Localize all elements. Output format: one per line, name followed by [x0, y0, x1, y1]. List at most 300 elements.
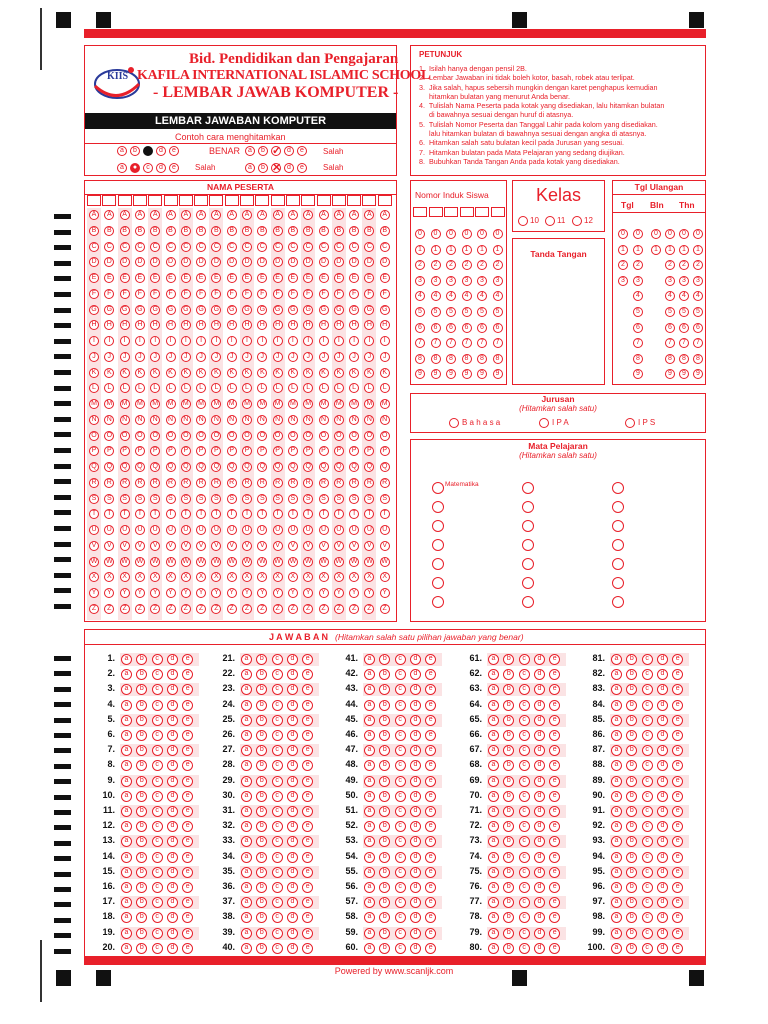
answer-bubble[interactable]: c — [272, 806, 283, 817]
name-bubble[interactable]: U — [227, 525, 237, 535]
answer-bubble[interactable]: e — [672, 791, 683, 802]
nis-digit-box[interactable] — [444, 207, 458, 217]
date-bubble[interactable]: 4 — [633, 291, 643, 301]
name-letter-box[interactable] — [133, 195, 147, 206]
mapel-bubble[interactable] — [522, 539, 534, 551]
name-bubble[interactable]: I — [364, 336, 374, 346]
name-bubble[interactable]: E — [181, 273, 191, 283]
name-bubble[interactable]: G — [334, 305, 344, 315]
answer-bubble[interactable]: d — [287, 700, 298, 711]
answer-bubble[interactable]: a — [364, 852, 375, 863]
answer-bubble[interactable]: b — [503, 715, 514, 726]
answer-bubble[interactable]: c — [519, 806, 530, 817]
name-bubble[interactable]: B — [380, 226, 390, 236]
nis-digit-box[interactable] — [429, 207, 443, 217]
name-bubble[interactable]: S — [242, 494, 252, 504]
name-bubble[interactable]: Z — [181, 604, 191, 614]
answer-bubble[interactable]: b — [503, 867, 514, 878]
answer-bubble[interactable]: e — [182, 776, 193, 787]
name-bubble[interactable]: B — [242, 226, 252, 236]
nis-digit-box[interactable] — [475, 207, 489, 217]
name-bubble[interactable]: V — [211, 541, 221, 551]
answer-bubble[interactable]: d — [287, 669, 298, 680]
name-bubble[interactable]: N — [257, 415, 267, 425]
mapel-bubble[interactable] — [432, 577, 444, 589]
name-bubble[interactable]: O — [150, 431, 160, 441]
date-bubble[interactable]: 4 — [679, 291, 689, 301]
nis-bubble[interactable]: 1 — [446, 245, 456, 255]
answer-bubble[interactable]: c — [519, 867, 530, 878]
answer-bubble[interactable]: a — [241, 867, 252, 878]
name-letter-box[interactable] — [148, 195, 162, 206]
name-bubble[interactable]: L — [288, 383, 298, 393]
answer-bubble[interactable]: c — [152, 760, 163, 771]
answer-bubble[interactable]: a — [121, 897, 132, 908]
answer-bubble[interactable]: d — [657, 836, 668, 847]
name-bubble[interactable]: L — [319, 383, 329, 393]
name-bubble[interactable]: D — [181, 257, 191, 267]
answer-bubble[interactable]: d — [657, 700, 668, 711]
name-letter-box[interactable] — [347, 195, 361, 206]
name-bubble[interactable]: H — [89, 320, 99, 330]
date-bubble[interactable]: 2 — [679, 260, 689, 270]
answer-bubble[interactable]: a — [121, 791, 132, 802]
nis-bubble[interactable]: 5 — [493, 307, 503, 317]
name-bubble[interactable]: L — [380, 383, 390, 393]
name-bubble[interactable]: S — [303, 494, 313, 504]
name-bubble[interactable]: I — [166, 336, 176, 346]
name-bubble[interactable]: F — [150, 289, 160, 299]
name-bubble[interactable]: R — [288, 478, 298, 488]
answer-bubble[interactable]: c — [272, 745, 283, 756]
name-bubble[interactable]: W — [136, 557, 144, 565]
name-bubble[interactable]: D — [166, 257, 176, 267]
answer-bubble[interactable]: c — [272, 715, 283, 726]
nis-bubble[interactable]: 6 — [477, 323, 487, 333]
name-bubble[interactable]: T — [150, 509, 160, 519]
answer-bubble[interactable]: d — [534, 684, 545, 695]
answer-bubble[interactable]: e — [182, 821, 193, 832]
date-bubble[interactable]: 0 — [633, 229, 643, 239]
answer-bubble[interactable]: e — [425, 760, 436, 771]
answer-bubble[interactable]: e — [425, 669, 436, 680]
answer-bubble[interactable]: d — [167, 836, 178, 847]
answer-bubble[interactable]: e — [425, 715, 436, 726]
name-bubble[interactable]: W — [105, 557, 113, 565]
answer-bubble[interactable]: b — [626, 897, 637, 908]
answer-bubble[interactable]: e — [672, 867, 683, 878]
name-bubble[interactable]: O — [181, 431, 191, 441]
answer-bubble[interactable]: a — [121, 836, 132, 847]
answer-bubble[interactable]: c — [152, 715, 163, 726]
name-bubble[interactable]: J — [211, 352, 221, 362]
kelas-bubble[interactable] — [518, 216, 528, 226]
nis-bubble[interactable]: 6 — [431, 323, 441, 333]
mapel-bubble[interactable] — [522, 482, 534, 494]
name-bubble[interactable]: E — [334, 273, 344, 283]
answer-bubble[interactable]: d — [167, 806, 178, 817]
answer-bubble[interactable]: d — [534, 943, 545, 954]
name-bubble[interactable]: E — [273, 273, 283, 283]
answer-bubble[interactable]: d — [410, 700, 421, 711]
answer-bubble[interactable]: d — [657, 730, 668, 741]
answer-bubble[interactable]: d — [410, 882, 421, 893]
answer-bubble[interactable]: b — [256, 836, 267, 847]
answer-bubble[interactable]: b — [256, 669, 267, 680]
answer-bubble[interactable]: e — [302, 928, 313, 939]
kelas-bubble[interactable] — [545, 216, 555, 226]
name-bubble[interactable]: Q — [150, 462, 160, 472]
name-bubble[interactable]: U — [135, 525, 145, 535]
date-bubble[interactable]: 6 — [633, 323, 643, 333]
name-bubble[interactable]: C — [166, 242, 176, 252]
answer-bubble[interactable]: d — [534, 654, 545, 665]
name-letter-box[interactable] — [209, 195, 223, 206]
name-bubble[interactable]: U — [257, 525, 267, 535]
name-bubble[interactable]: J — [273, 352, 283, 362]
name-bubble[interactable]: N — [196, 415, 206, 425]
name-bubble[interactable]: K — [273, 368, 283, 378]
name-bubble[interactable]: H — [150, 320, 160, 330]
name-bubble[interactable]: Q — [303, 462, 313, 472]
mapel-bubble[interactable] — [612, 482, 624, 494]
answer-bubble[interactable]: d — [287, 791, 298, 802]
answer-bubble[interactable]: d — [167, 700, 178, 711]
name-bubble[interactable]: O — [319, 431, 329, 441]
mapel-bubble[interactable] — [522, 520, 534, 532]
answer-bubble[interactable]: a — [611, 760, 622, 771]
answer-bubble[interactable]: d — [167, 867, 178, 878]
mapel-bubble[interactable] — [432, 596, 444, 608]
answer-bubble[interactable]: b — [626, 760, 637, 771]
answer-bubble[interactable]: b — [503, 821, 514, 832]
date-bubble[interactable]: 3 — [665, 276, 675, 286]
answer-bubble[interactable]: c — [519, 730, 530, 741]
name-bubble[interactable]: S — [227, 494, 237, 504]
answer-bubble[interactable]: a — [364, 928, 375, 939]
answer-bubble[interactable]: c — [395, 776, 406, 787]
answer-bubble[interactable]: c — [395, 715, 406, 726]
answer-bubble[interactable]: a — [121, 715, 132, 726]
answer-bubble[interactable]: b — [379, 928, 390, 939]
name-bubble[interactable]: G — [349, 305, 359, 315]
name-bubble[interactable]: W — [167, 557, 174, 565]
name-bubble[interactable]: M — [334, 399, 344, 409]
answer-bubble[interactable]: e — [425, 897, 436, 908]
answer-bubble[interactable]: a — [611, 943, 622, 954]
nis-bubble[interactable]: 3 — [477, 276, 487, 286]
name-bubble[interactable]: R — [89, 478, 99, 488]
name-bubble[interactable]: E — [288, 273, 298, 283]
name-bubble[interactable]: O — [349, 431, 359, 441]
name-bubble[interactable]: P — [166, 446, 176, 456]
answer-bubble[interactable]: a — [241, 806, 252, 817]
answer-bubble[interactable]: d — [410, 776, 421, 787]
answer-bubble[interactable]: c — [152, 730, 163, 741]
name-bubble[interactable]: D — [120, 257, 130, 267]
name-bubble[interactable]: H — [242, 320, 252, 330]
mapel-bubble[interactable] — [432, 539, 444, 551]
name-letter-box[interactable] — [194, 195, 208, 206]
name-bubble[interactable]: S — [181, 494, 191, 504]
answer-bubble[interactable]: d — [534, 669, 545, 680]
nis-bubble[interactable]: 5 — [462, 307, 472, 317]
nis-bubble[interactable]: 8 — [415, 354, 425, 364]
name-bubble[interactable]: L — [135, 383, 145, 393]
name-bubble[interactable]: J — [89, 352, 99, 362]
answer-bubble[interactable]: a — [121, 867, 132, 878]
name-bubble[interactable]: A — [181, 210, 191, 220]
name-bubble[interactable]: L — [334, 383, 344, 393]
answer-bubble[interactable]: d — [534, 897, 545, 908]
nis-bubble[interactable]: 9 — [462, 369, 472, 379]
answer-bubble[interactable]: c — [519, 684, 530, 695]
name-bubble[interactable]: R — [349, 478, 359, 488]
name-bubble[interactable]: B — [181, 226, 191, 236]
nis-bubble[interactable]: 0 — [477, 229, 487, 239]
mapel-bubble[interactable] — [612, 520, 624, 532]
name-letter-box[interactable] — [362, 195, 376, 206]
answer-bubble[interactable]: d — [410, 654, 421, 665]
name-bubble[interactable]: W — [320, 557, 327, 565]
answer-bubble[interactable]: d — [410, 897, 421, 908]
answer-bubble[interactable]: d — [167, 912, 178, 923]
name-bubble[interactable]: I — [257, 336, 267, 346]
name-bubble[interactable]: M — [288, 399, 298, 409]
name-bubble[interactable]: Y — [242, 588, 252, 598]
answer-bubble[interactable]: c — [642, 852, 653, 863]
name-bubble[interactable]: N — [166, 415, 176, 425]
answer-bubble[interactable]: b — [379, 730, 390, 741]
name-bubble[interactable]: G — [288, 305, 298, 315]
date-bubble[interactable]: 0 — [679, 229, 689, 239]
name-bubble[interactable]: M — [181, 399, 191, 409]
answer-bubble[interactable]: a — [241, 730, 252, 741]
name-bubble[interactable]: S — [349, 494, 359, 504]
name-letter-box[interactable] — [118, 195, 132, 206]
answer-bubble[interactable]: e — [302, 654, 313, 665]
answer-bubble[interactable]: a — [488, 821, 499, 832]
name-bubble[interactable]: E — [227, 273, 237, 283]
name-bubble[interactable]: I — [196, 336, 206, 346]
answer-bubble[interactable]: a — [121, 669, 132, 680]
answer-bubble[interactable]: b — [136, 852, 147, 863]
date-bubble[interactable]: 4 — [665, 291, 675, 301]
answer-bubble[interactable]: b — [626, 791, 637, 802]
answer-bubble[interactable]: d — [287, 745, 298, 756]
answer-bubble[interactable]: e — [549, 943, 560, 954]
name-bubble[interactable]: D — [288, 257, 298, 267]
answer-bubble[interactable]: c — [272, 943, 283, 954]
date-bubble[interactable]: 5 — [665, 307, 675, 317]
answer-bubble[interactable]: e — [302, 776, 313, 787]
answer-bubble[interactable]: d — [657, 791, 668, 802]
date-bubble[interactable]: 9 — [665, 369, 675, 379]
name-bubble[interactable]: B — [211, 226, 221, 236]
answer-bubble[interactable]: c — [642, 897, 653, 908]
name-bubble[interactable]: U — [196, 525, 206, 535]
name-bubble[interactable]: D — [135, 257, 145, 267]
name-bubble[interactable]: D — [364, 257, 374, 267]
answer-bubble[interactable]: a — [611, 684, 622, 695]
answer-bubble[interactable]: e — [672, 669, 683, 680]
nis-bubble[interactable]: 5 — [477, 307, 487, 317]
name-bubble[interactable]: W — [258, 557, 266, 565]
answer-bubble[interactable]: d — [410, 912, 421, 923]
answer-bubble[interactable]: c — [642, 684, 653, 695]
name-bubble[interactable]: I — [211, 336, 221, 346]
name-bubble[interactable]: N — [380, 415, 390, 425]
answer-bubble[interactable]: e — [672, 776, 683, 787]
answer-bubble[interactable]: a — [121, 730, 132, 741]
answer-bubble[interactable]: c — [519, 836, 530, 847]
answer-bubble[interactable]: d — [657, 669, 668, 680]
name-bubble[interactable]: F — [303, 289, 313, 299]
answer-bubble[interactable]: b — [503, 760, 514, 771]
name-bubble[interactable]: J — [319, 352, 329, 362]
name-bubble[interactable]: P — [334, 446, 344, 456]
name-bubble[interactable]: G — [181, 305, 191, 315]
signature-box[interactable] — [512, 238, 605, 385]
answer-bubble[interactable]: d — [410, 760, 421, 771]
answer-bubble[interactable]: e — [302, 730, 313, 741]
answer-bubble[interactable]: b — [379, 654, 390, 665]
answer-bubble[interactable]: b — [626, 821, 637, 832]
answer-bubble[interactable]: e — [425, 852, 436, 863]
nis-bubble[interactable]: 4 — [462, 291, 472, 301]
answer-bubble[interactable]: c — [152, 882, 163, 893]
answer-bubble[interactable]: e — [549, 821, 560, 832]
answer-bubble[interactable]: c — [519, 715, 530, 726]
name-bubble[interactable]: W — [366, 557, 373, 565]
name-bubble[interactable]: J — [166, 352, 176, 362]
name-bubble[interactable]: L — [196, 383, 206, 393]
answer-bubble[interactable]: e — [549, 806, 560, 817]
answer-bubble[interactable]: c — [152, 912, 163, 923]
name-bubble[interactable]: H — [273, 320, 283, 330]
answer-bubble[interactable]: e — [182, 928, 193, 939]
answer-bubble[interactable]: c — [642, 912, 653, 923]
name-bubble[interactable]: J — [349, 352, 359, 362]
answer-bubble[interactable]: d — [534, 867, 545, 878]
name-bubble[interactable]: P — [181, 446, 191, 456]
answer-bubble[interactable]: a — [364, 943, 375, 954]
nis-bubble[interactable]: 2 — [415, 260, 425, 270]
answer-bubble[interactable]: c — [152, 867, 163, 878]
answer-bubble[interactable]: a — [241, 776, 252, 787]
answer-bubble[interactable]: a — [364, 897, 375, 908]
answer-bubble[interactable]: e — [549, 669, 560, 680]
answer-bubble[interactable]: b — [626, 912, 637, 923]
name-bubble[interactable]: J — [181, 352, 191, 362]
name-bubble[interactable]: C — [319, 242, 329, 252]
name-bubble[interactable]: T — [273, 509, 283, 519]
name-bubble[interactable]: B — [349, 226, 359, 236]
answer-bubble[interactable]: c — [642, 715, 653, 726]
name-bubble[interactable]: N — [227, 415, 237, 425]
answer-bubble[interactable]: b — [379, 836, 390, 847]
answer-bubble[interactable]: c — [395, 684, 406, 695]
nis-bubble[interactable]: 3 — [462, 276, 472, 286]
name-bubble[interactable]: P — [89, 446, 99, 456]
answer-bubble[interactable]: b — [379, 943, 390, 954]
nis-bubble[interactable]: 3 — [446, 276, 456, 286]
name-bubble[interactable]: C — [273, 242, 283, 252]
answer-bubble[interactable]: a — [121, 745, 132, 756]
answer-bubble[interactable]: a — [364, 821, 375, 832]
nis-bubble[interactable]: 0 — [415, 229, 425, 239]
name-bubble[interactable]: X — [349, 572, 359, 582]
answer-bubble[interactable]: c — [152, 928, 163, 939]
name-bubble[interactable]: U — [89, 525, 99, 535]
answer-bubble[interactable]: c — [642, 700, 653, 711]
name-bubble[interactable]: U — [380, 525, 390, 535]
answer-bubble[interactable]: d — [410, 836, 421, 847]
name-bubble[interactable]: D — [334, 257, 344, 267]
answer-bubble[interactable]: e — [549, 654, 560, 665]
name-bubble[interactable]: V — [166, 541, 176, 551]
name-bubble[interactable]: V — [120, 541, 130, 551]
answer-bubble[interactable]: e — [182, 730, 193, 741]
name-bubble[interactable]: H — [196, 320, 206, 330]
answer-bubble[interactable]: a — [121, 776, 132, 787]
answer-bubble[interactable]: a — [364, 776, 375, 787]
name-bubble[interactable]: L — [273, 383, 283, 393]
name-bubble[interactable]: A — [196, 210, 206, 220]
answer-bubble[interactable]: d — [167, 928, 178, 939]
name-bubble[interactable]: R — [242, 478, 252, 488]
nis-bubble[interactable]: 4 — [493, 291, 503, 301]
name-bubble[interactable]: E — [303, 273, 313, 283]
name-bubble[interactable]: Z — [242, 604, 252, 614]
nis-bubble[interactable]: 3 — [493, 276, 503, 286]
name-bubble[interactable]: Y — [380, 588, 390, 598]
name-letter-box[interactable] — [378, 195, 392, 206]
answer-bubble[interactable]: c — [395, 760, 406, 771]
mapel-bubble[interactable] — [432, 558, 444, 570]
name-bubble[interactable]: A — [104, 210, 114, 220]
answer-bubble[interactable]: c — [272, 836, 283, 847]
jurusan-bubble[interactable] — [539, 418, 549, 428]
answer-bubble[interactable]: c — [395, 745, 406, 756]
name-bubble[interactable]: W — [335, 557, 343, 565]
name-bubble[interactable]: C — [334, 242, 344, 252]
answer-bubble[interactable]: a — [364, 836, 375, 847]
name-bubble[interactable]: B — [166, 226, 176, 236]
name-bubble[interactable]: G — [242, 305, 252, 315]
name-bubble[interactable]: X — [120, 572, 130, 582]
name-bubble[interactable]: A — [227, 210, 237, 220]
answer-bubble[interactable]: a — [241, 852, 252, 863]
nis-bubble[interactable]: 0 — [431, 229, 441, 239]
name-bubble[interactable]: G — [303, 305, 313, 315]
jurusan-bubble[interactable] — [449, 418, 459, 428]
date-bubble[interactable]: 2 — [633, 260, 643, 270]
name-bubble[interactable]: I — [349, 336, 359, 346]
date-bubble[interactable]: 3 — [679, 276, 689, 286]
name-bubble[interactable]: C — [242, 242, 252, 252]
answer-bubble[interactable]: c — [395, 867, 406, 878]
answer-bubble[interactable]: c — [395, 852, 406, 863]
answer-bubble[interactable]: e — [672, 654, 683, 665]
name-bubble[interactable]: K — [196, 368, 206, 378]
nis-bubble[interactable]: 8 — [431, 354, 441, 364]
answer-bubble[interactable]: e — [425, 730, 436, 741]
nis-bubble[interactable]: 2 — [446, 260, 456, 270]
name-bubble[interactable]: F — [319, 289, 329, 299]
name-bubble[interactable]: D — [303, 257, 313, 267]
answer-bubble[interactable]: c — [519, 745, 530, 756]
